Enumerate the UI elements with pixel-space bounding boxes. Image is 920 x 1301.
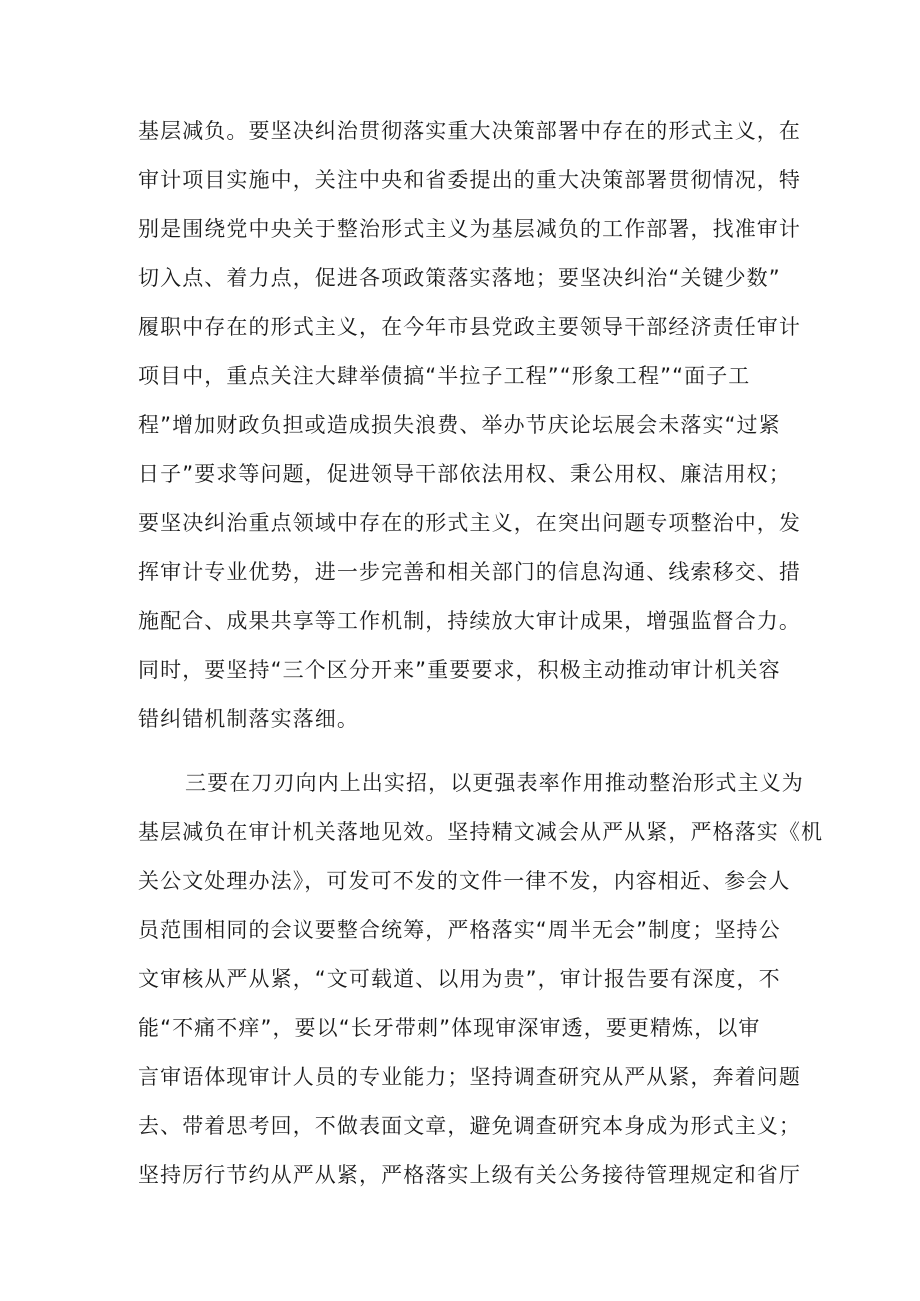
paragraph-line: 日子”要求等问题，促进领导干部依法用权、秉公用权、廉洁用权； bbox=[138, 462, 791, 486]
paragraph-line: 同时，要坚持“三个区分开来”重要要求，积极主动推动审计机关容 bbox=[138, 658, 781, 682]
document-body bbox=[138, 107, 824, 1200]
paragraph-line: 言审语体现审计人员的专业能力；坚持调查研究从严从紧，奔着问题 bbox=[138, 1065, 801, 1089]
paragraph-line: 基层减负。要坚决纠治贯彻落实重大决策部署中存在的形式主义，在 bbox=[138, 119, 801, 143]
paragraph-2 bbox=[138, 759, 824, 1200]
paragraph-line: 审计项目实施中，关注中央和省委提出的重大决策部署贯彻情况，特 bbox=[138, 168, 801, 192]
paragraph-line: 基层减负在审计机关落地见效。坚持精文减会从严从紧，严格落实《机 bbox=[138, 820, 824, 844]
paragraph-line: 别是围绕党中央关于整治形式主义为基层减负的工作部署，找准审计 bbox=[138, 217, 801, 241]
paragraph-line: 挥审计专业优势，进一步完善和相关部门的信息沟通、线索移交、措 bbox=[138, 560, 801, 584]
paragraph-first-line: 三要在刀刃向内上出实招，以更强表率作用推动整治形式主义为 bbox=[185, 771, 804, 795]
paragraph-line: 关公文处理办法》，可发可不发的文件一律不发，内容相近、参会人 bbox=[138, 869, 791, 893]
paragraph-spacer bbox=[138, 744, 798, 759]
paragraph-line: 履职中存在的形式主义，在今年市县党政主要领导干部经济责任审计 bbox=[138, 315, 801, 339]
paragraph-line: 文审核从严从紧，“文可载道、以用为贵”，审计报告要有深度，不 bbox=[138, 967, 781, 991]
paragraph-line: 项目中，重点关注大肆举债搞“半拉子工程”“形象工程”“面子工 bbox=[138, 364, 751, 388]
paragraph-line: 要坚决纠治重点领域中存在的形式主义，在突出问题专项整治中，发 bbox=[138, 511, 801, 535]
paragraph-line: 坚持厉行节约从严从紧，严格落实上级有关公务接待管理规定和省厅 bbox=[138, 1163, 801, 1187]
paragraph-line: 错纠错机制落实落细。 bbox=[138, 707, 359, 731]
paragraph-line: 施配合、成果共享等工作机制，持续放大审计成果，增强监督合力。 bbox=[138, 609, 801, 633]
paragraph-line: 员范围相同的会议要整合统筹，严格落实“周半无会”制度；坚持公 bbox=[138, 918, 781, 942]
paragraph-1 bbox=[138, 107, 801, 744]
paragraph-line: 程”增加财政负担或造成损失浪费、举办节庆论坛展会未落实“过紧 bbox=[138, 413, 781, 437]
paragraph-line: 能“不痛不痒”，要以“长牙带刺”体现审深审透，要更精炼，以审 bbox=[138, 1016, 761, 1040]
paragraph-line: 去、带着思考回，不做表面文章，避免调查研究本身成为形式主义； bbox=[138, 1114, 801, 1138]
paragraph-line: 切入点、着力点，促进各项政策落实落地；要坚决纠治“关键少数” bbox=[138, 266, 781, 290]
